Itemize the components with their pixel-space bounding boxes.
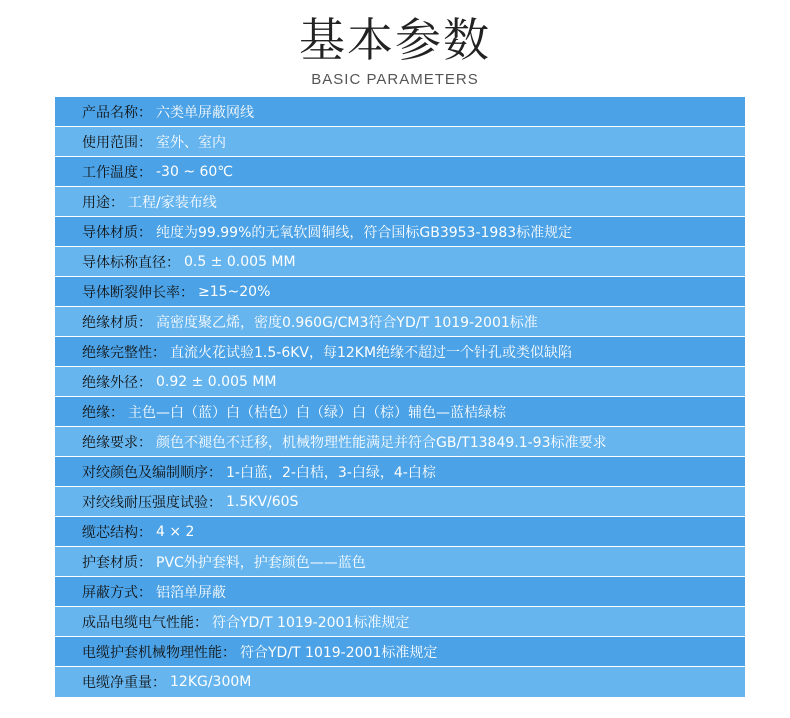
- parameter-label: 缆芯结构：: [82, 524, 152, 541]
- parameter-label: 绝缘：: [82, 404, 124, 421]
- parameter-row: [55, 187, 745, 217]
- parameter-row: [55, 457, 745, 487]
- parameter-label: 电缆净重量：: [82, 675, 166, 691]
- parameter-row: [55, 547, 745, 577]
- page-subtitle: BASIC PARAMETERS: [311, 71, 479, 88]
- parameter-label: 产品名称：: [82, 104, 152, 121]
- parameter-value: 1-白蓝，2-白桔，3-白绿，4-白棕: [226, 464, 436, 481]
- parameter-row: [55, 517, 745, 547]
- parameter-value: 直流火花试验1.5-6KV，每12KM绝缘不超过一个针孔或类似缺陷: [170, 344, 573, 361]
- parameter-label: 电缆护套机械物理性能：: [82, 644, 236, 661]
- parameter-value: 符合YD/T 1019-2001标准规定: [240, 644, 438, 661]
- parameter-label: 护套材质：: [82, 554, 152, 571]
- parameter-table: [55, 97, 745, 697]
- parameter-row: [55, 427, 745, 457]
- parameter-row: [55, 667, 745, 697]
- parameter-row: [55, 397, 745, 427]
- parameter-row: [55, 277, 745, 307]
- page-title: 基本参数: [299, 13, 491, 67]
- parameter-label: 使用范围：: [82, 134, 152, 151]
- parameter-row: [55, 157, 745, 187]
- parameter-value: 颜色不褪色不迁移，机械物理性能满足并符合GB/T13849.1-93标准要求: [156, 434, 607, 451]
- parameter-value: 室外、室内: [156, 134, 226, 151]
- parameter-label: 用途：: [82, 194, 124, 211]
- parameter-value: 1.5KV/60S: [226, 493, 299, 510]
- parameter-value: 0.92 ± 0.005 MM: [156, 373, 277, 390]
- parameter-value: 高密度聚乙烯，密度0.960G/CM3符合YD/T 1019-2001标准: [156, 314, 538, 331]
- parameter-value: 12KG/300M: [170, 674, 252, 690]
- parameter-value: 六类单屏蔽网线: [156, 104, 254, 121]
- parameter-label: 成品电缆电气性能：: [82, 614, 208, 631]
- parameter-label: 绝缘材质：: [82, 314, 152, 331]
- parameter-value: 主色—白（蓝）白（桔色）白（绿）白（棕）辅色—蓝桔绿棕: [128, 404, 506, 421]
- parameter-value: -30 ~ 60℃: [156, 163, 234, 180]
- parameter-row: [55, 307, 745, 337]
- parameter-label: 导体材质：: [82, 224, 152, 241]
- parameter-label: 对绞颜色及编制顺序：: [82, 464, 222, 481]
- parameter-row: [55, 97, 745, 127]
- parameter-row: [55, 487, 745, 517]
- parameter-row: [55, 217, 745, 247]
- parameter-value: ≥15~20%: [198, 283, 271, 300]
- parameter-value: 纯度为99.99%的无氧软圆铜线，符合国标GB3953-1983标准规定: [156, 224, 573, 241]
- parameter-row: [55, 247, 745, 277]
- parameter-row: [55, 337, 745, 367]
- parameter-label: 屏蔽方式：: [82, 584, 152, 601]
- parameter-row: [55, 637, 745, 667]
- parameter-label: 导体断裂伸长率：: [82, 284, 194, 301]
- parameter-label: 绝缘完整性：: [82, 344, 166, 361]
- parameter-value: 4 × 2: [156, 523, 195, 540]
- parameter-value: 工程/家装布线: [128, 194, 217, 211]
- parameter-row: [55, 577, 745, 607]
- parameter-value: 0.5 ± 0.005 MM: [184, 253, 296, 270]
- parameter-row: [55, 367, 745, 397]
- parameter-value: 铝箔单屏蔽: [156, 584, 226, 601]
- parameter-label: 对绞线耐压强度试验：: [82, 494, 222, 511]
- parameter-row: [55, 127, 745, 157]
- parameter-value: PVC外护套料，护套颜色——蓝色: [156, 554, 366, 571]
- parameter-label: 绝缘外径：: [82, 374, 152, 391]
- parameter-label: 导体标称直径：: [82, 254, 180, 271]
- parameter-label: 工作温度：: [82, 164, 152, 181]
- parameter-value: 符合YD/T 1019-2001标准规定: [212, 614, 410, 631]
- parameter-row: [55, 607, 745, 637]
- parameter-label: 绝缘要求：: [82, 434, 152, 451]
